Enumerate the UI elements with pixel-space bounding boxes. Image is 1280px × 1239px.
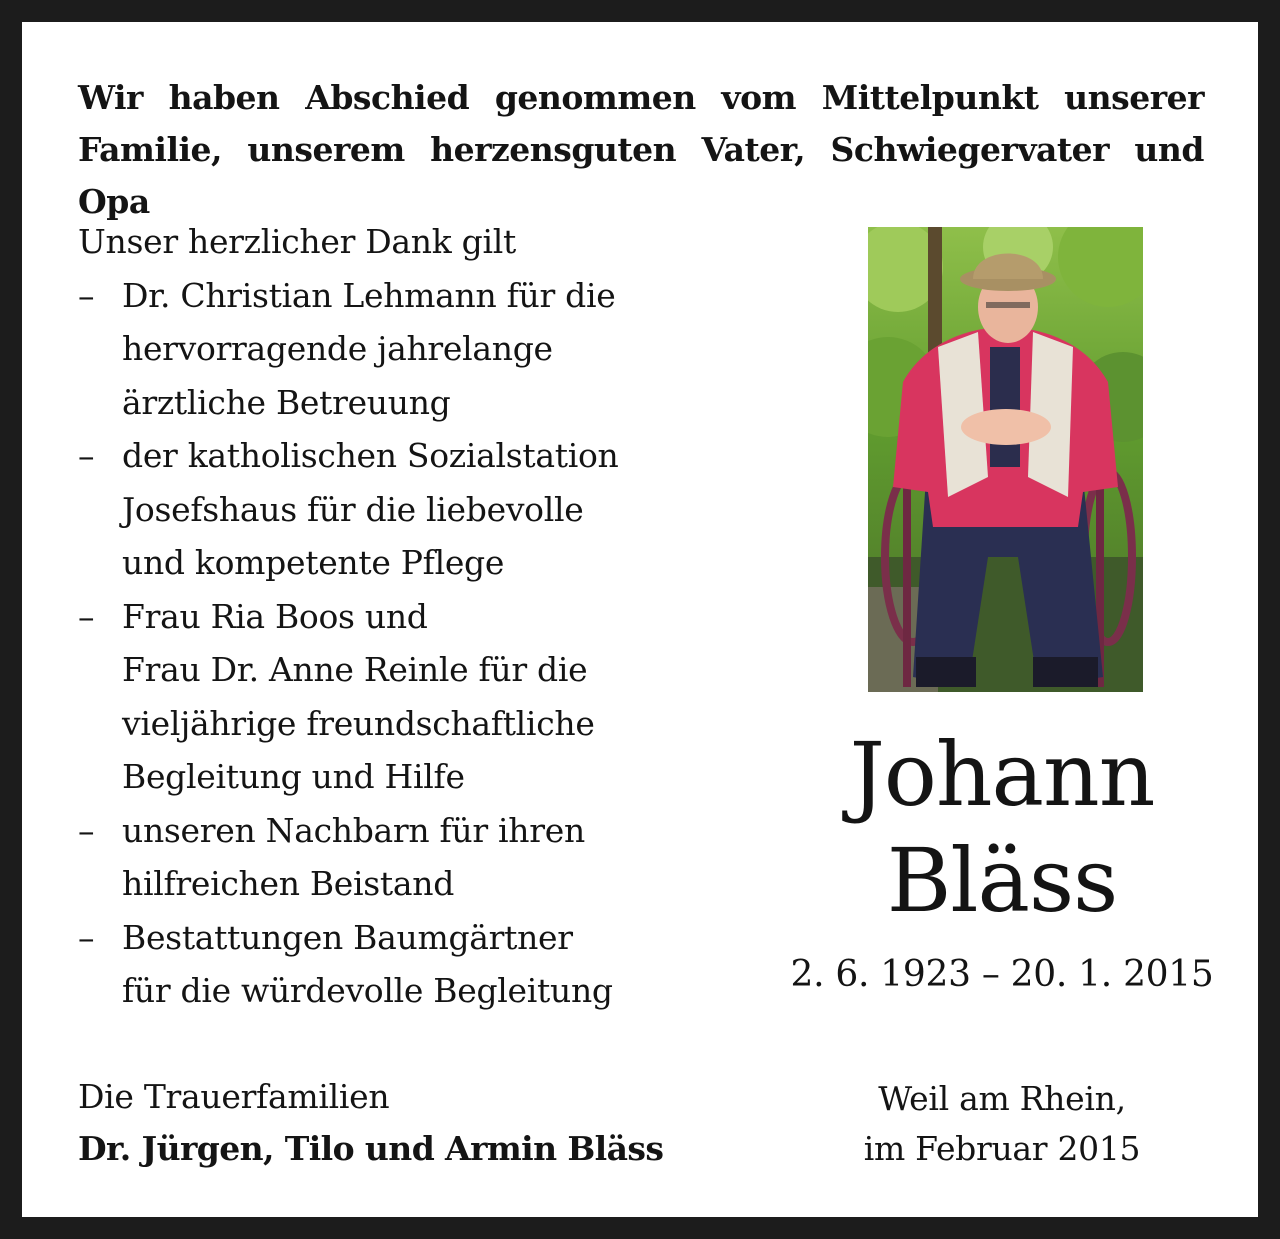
thanks-lead: Unser herzlicher Dank gilt xyxy=(78,222,516,261)
dash-bullet: – xyxy=(78,436,95,475)
thanks-item xyxy=(78,590,718,804)
closing-signature xyxy=(78,1071,758,1175)
dash-bullet: – xyxy=(78,275,95,315)
thanks-item-line: hilfreichen Beistand xyxy=(122,864,455,903)
thanks-item-line: unseren Nachbarn für ihren xyxy=(122,810,585,850)
thanks-item-line: der katholischen Sozialstation xyxy=(122,436,619,475)
intro-line-2: Familie, unserem herzensguten Vater, Schwiegervater und Opa xyxy=(78,130,1204,221)
deceased-name xyxy=(802,722,1202,934)
thanks-item-line: Frau Ria Boos und xyxy=(122,596,428,636)
thanks-item-line: ärztliche Betreuung xyxy=(122,382,451,422)
thanks-item-line: vieljährige freundschaftliche xyxy=(122,703,595,743)
portrait-photo xyxy=(868,227,1143,692)
life-dates: 2. 6. 1923 – 20. 1. 2015 xyxy=(790,954,1214,995)
thanks-item xyxy=(78,804,718,911)
place-and-date xyxy=(822,1074,1182,1174)
thanks-item xyxy=(78,429,718,590)
place-line-1: Weil am Rhein, xyxy=(878,1079,1126,1118)
thanks-item-line: für die würdevolle Begleitung xyxy=(122,971,613,1010)
thanks-item-line: hervorragende jahrelange xyxy=(122,329,553,368)
intro-text xyxy=(78,72,1204,228)
thanks-item-line: Dr. Christian Lehmann für die xyxy=(122,275,616,315)
thanks-item-line: Josefshaus für die liebevolle xyxy=(122,489,584,529)
deceased-first-name: Johann xyxy=(849,723,1155,826)
place-line-2: im Februar 2015 xyxy=(863,1129,1141,1168)
thanks-item xyxy=(78,269,718,430)
thanks-item-line: und kompetente Pflege xyxy=(122,543,505,582)
intro-line-1: Wir haben Abschied genommen vom Mittelpunkt unserer xyxy=(78,78,1204,117)
thanks-item-line: Begleitung und Hilfe xyxy=(122,757,465,796)
thanks-section xyxy=(78,215,718,1018)
obituary-notice xyxy=(22,22,1258,1217)
deceased-last-name: Bläss xyxy=(886,829,1118,932)
thanks-item xyxy=(78,911,718,1018)
thanks-list xyxy=(78,269,718,1018)
dash-bullet: – xyxy=(78,810,95,850)
dash-bullet: – xyxy=(78,917,95,957)
mourning-families-label: Die Trauerfamilien xyxy=(78,1077,390,1116)
thanks-item-line: Bestattungen Baumgärtner xyxy=(122,917,573,957)
thanks-item-line: Frau Dr. Anne Reinle für die xyxy=(122,650,588,689)
dash-bullet: – xyxy=(78,596,95,636)
family-names: Dr. Jürgen, Tilo und Armin Bläss xyxy=(78,1129,664,1168)
